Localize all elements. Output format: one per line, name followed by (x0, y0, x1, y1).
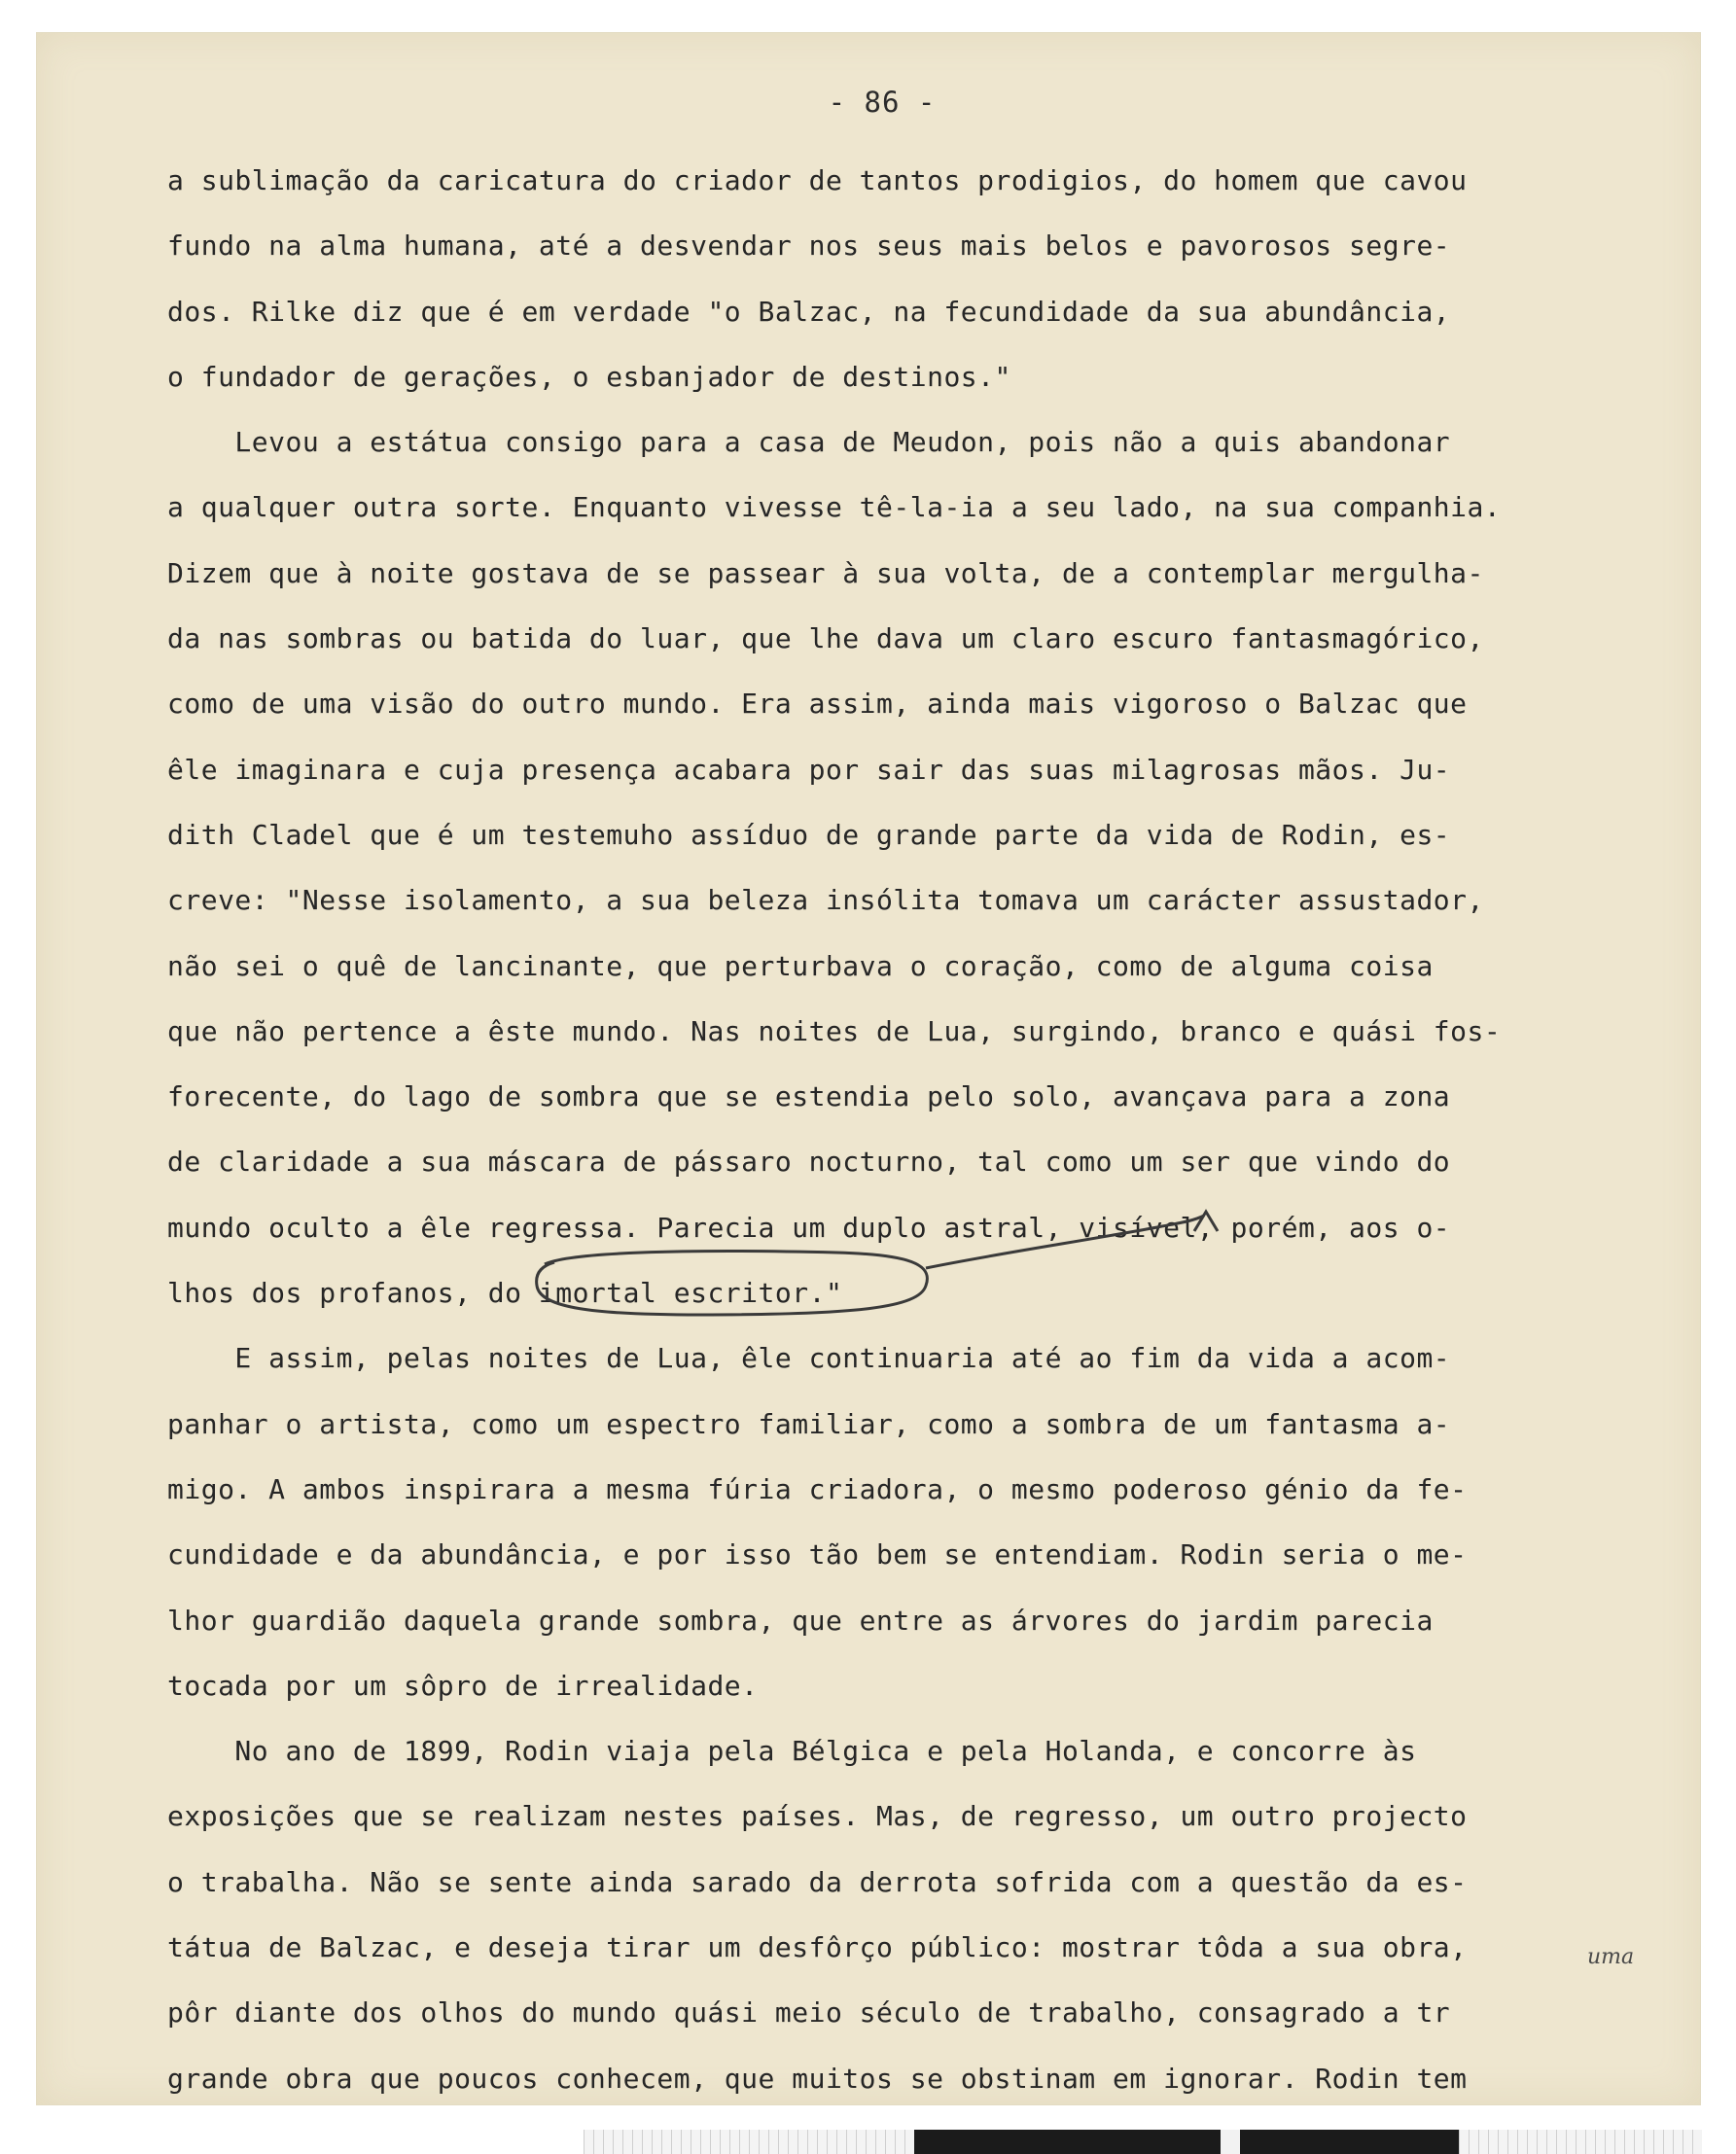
text-line: cundidade e da abundância, e por isso tão bem se entendiam. Rodin seria o me- (167, 1538, 1468, 1571)
text-line: que não pertence a êste mundo. Nas noites de Lua, surgindo, branco e quási fos- (167, 1014, 1502, 1047)
text-line: pôr diante dos olhos do mundo quási meio século de trabalho, consagrado a tr (167, 1996, 1451, 2030)
text-line: panhar o artista, como um espectro familiar, como a sombra de um fantasma a- (167, 1407, 1451, 1440)
text-line: da nas sombras ou batida do luar, que lhe dava um claro escuro fantasmagórico, (167, 622, 1484, 655)
text-line: não sei o quê de lancinante, que perturbava o coração, como de alguma coisa (167, 949, 1434, 982)
text-line: tátua de Balzac, e deseja tirar um desfôrço público: mostrar tôda a sua obra, (167, 1931, 1468, 1964)
text-line: tocada por um sôpro de irrealidade. (167, 1669, 759, 1702)
ruler-ticks (584, 2130, 914, 2154)
text-line: fundo na alma humana, até a desvendar nos seus mais belos e pavorosos segre- (167, 230, 1451, 263)
text-line: creve: "Nesse isolamento, a sua beleza insólita tomava um carácter assustador, (167, 884, 1484, 917)
handwritten-insertion: uma (1587, 1945, 1635, 1969)
text-line: lhor guardião daquela grande sombra, que entre as árvores do jardim parecia (167, 1604, 1434, 1637)
text-line: forecente, do lago de sombra que se estendia pelo solo, avançava para a zona (167, 1080, 1451, 1113)
text-line: mundo oculto a êle regressa. Parecia um duplo astral, visível, porém, aos o- (167, 1211, 1451, 1244)
text-line: exposições que se realizam nestes países. Mas, de regresso, um outro projecto (167, 1800, 1468, 1833)
text-line: êle imaginara e cuja presença acabara por sair das suas milagrosas mãos. Ju- (167, 753, 1451, 786)
text-line: No ano de 1899, Rodin viaja pela Bélgica e pela Holanda, e concorre às (167, 1735, 1417, 1768)
text-line: dith Cladel que é um testemuho assíduo de grande parte da vida de Rodin, es- (167, 818, 1451, 851)
ruler-marker (1221, 2130, 1240, 2154)
text-line: a qualquer outra sorte. Enquanto vivesse tê-la-ia a seu lado, na sua companhia. (167, 491, 1502, 524)
text-line: grande obra que poucos conhecem, que muitos se obstinam em ignorar. Rodin tem (167, 2062, 1468, 2095)
typescript-page (37, 33, 1700, 2104)
body-text (167, 148, 1694, 2111)
text-line: E assim, pelas noites de Lua, êle continuaria até ao fim da vida a acom- (167, 1342, 1451, 1375)
text-line: o fundador de gerações, o esbanjador de destinos." (167, 360, 1011, 393)
ruler-ticks (1459, 2130, 1702, 2154)
scale-ruler (584, 2130, 1702, 2154)
text-line: lhos dos profanos, do imortal escritor." (167, 1277, 843, 1310)
text-line: dos. Rilke diz que é em verdade "o Balzac, na fecundidade da sua abundância, (167, 295, 1451, 328)
text-line: a sublimação da caricatura do criador de tantos prodigios, do homem que cavou (167, 164, 1468, 196)
text-line: migo. A ambos inspirara a mesma fúria criadora, o mesmo poderoso génio da fe- (167, 1472, 1468, 1505)
text-line: Levou a estátua consigo para a casa de Meudon, pois não a quis abandonar (167, 426, 1451, 459)
text-line: o trabalha. Não se sente ainda sarado da derrota sofrida com a questão da es- (167, 1865, 1468, 1898)
text-line: Dizem que à noite gostava de se passear à sua volta, de a contemplar mergulha- (167, 556, 1484, 589)
text-line: de claridade a sua máscara de pássaro nocturno, tal como um ser que vindo do (167, 1146, 1451, 1179)
page-number: - 86 - (828, 86, 937, 119)
text-line: como de uma visão do outro mundo. Era assim, ainda mais vigoroso o Balzac que (167, 688, 1468, 721)
